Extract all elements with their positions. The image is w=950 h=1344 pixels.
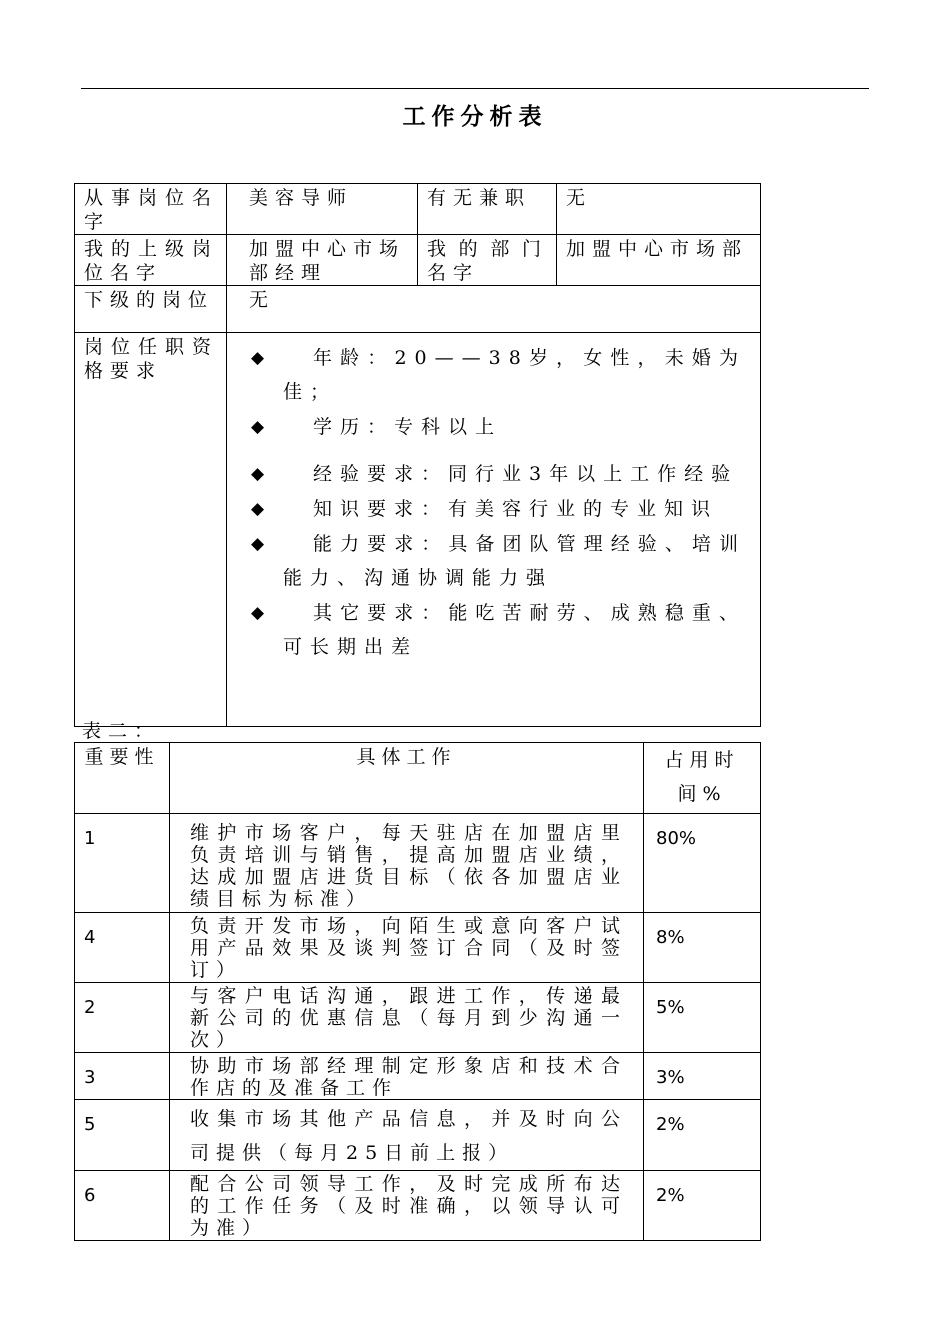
department-label: 我的部门名字	[418, 235, 557, 286]
work-cell: 收集市场其他产品信息，并及时向公司提供（每月25日前上报）	[170, 1100, 644, 1171]
time-cell: 80%	[644, 814, 761, 913]
work-cell: 负责开发市场，向陌生或意向客户试用产品效果及谈判签订合同（及时签订）	[170, 913, 644, 983]
list-item: ◆ 经验要求：同行业3年以上工作经验	[251, 457, 746, 491]
table2-caption: 表二：	[82, 720, 161, 742]
table-row	[75, 913, 761, 983]
job-name-label: 从事岗位名字	[75, 184, 227, 235]
time-cell: 2%	[644, 1100, 761, 1171]
table-row	[75, 983, 761, 1053]
part-time-label: 有无兼职	[418, 184, 557, 235]
diamond-bullet-icon: ◆	[251, 603, 265, 623]
importance-cell: 4	[75, 913, 170, 983]
department-value: 加盟中心市场部	[557, 235, 761, 286]
importance-cell: 5	[75, 1100, 170, 1171]
subordinate-label: 下级的岗位	[75, 286, 227, 333]
table-row	[75, 814, 761, 913]
job-info-table	[74, 183, 761, 727]
superior-value: 加盟中心市场部经理	[227, 235, 418, 286]
list-item: ◆ 年龄：20——38岁，女性，未婚为佳；	[251, 341, 746, 409]
importance-cell: 2	[75, 983, 170, 1053]
table-row	[75, 184, 761, 235]
part-time-value: 无	[557, 184, 761, 235]
list-item: ◆ 能力要求：具备团队管理经验、培训能力、沟通协调能力强	[251, 527, 746, 595]
superior-label: 我的上级岗位名字	[75, 235, 227, 286]
table-row	[75, 1100, 761, 1171]
table-row	[75, 333, 761, 727]
work-cell: 维护市场客户，每天驻店在加盟店里负责培训与销售，提高加盟店业绩，达成加盟店进货目标（依各加盟店业绩目标为标准）	[170, 814, 644, 913]
work-content-table	[74, 742, 761, 1241]
importance-cell: 6	[75, 1171, 170, 1241]
work-header: 具体工作	[170, 743, 644, 814]
time-cell: 5%	[644, 983, 761, 1053]
diamond-bullet-icon: ◆	[251, 348, 265, 368]
diamond-bullet-icon: ◆	[251, 499, 265, 519]
requirements-list	[227, 333, 760, 664]
table-header-row	[75, 743, 761, 814]
work-cell: 与客户电话沟通，跟进工作，传递最新公司的优惠信息（每月到少沟通一次）	[170, 983, 644, 1053]
time-cell: 2%	[644, 1171, 761, 1241]
list-item: ◆ 知识要求：有美容行业的专业知识	[251, 492, 746, 526]
time-cell: 8%	[644, 913, 761, 983]
list-item: ◆ 其它要求：能吃苦耐劳、成熟稳重、可长期出差	[251, 596, 746, 664]
subordinate-value: 无	[227, 286, 761, 333]
qualification-list-cell	[227, 333, 761, 727]
table-row	[75, 1053, 761, 1100]
work-cell: 配合公司领导工作，及时完成所布达的工作任务（及时准确，以领导认可为准）	[170, 1171, 644, 1241]
qualification-label: 岗位任职资格要求	[75, 333, 227, 727]
diamond-bullet-icon: ◆	[251, 534, 265, 554]
list-item: ◆ 学历：专科以上	[251, 410, 746, 444]
page-title: 工作分析表	[402, 104, 548, 130]
diamond-bullet-icon: ◆	[251, 417, 265, 437]
table-row	[75, 1171, 761, 1241]
table-row	[75, 286, 761, 333]
importance-cell: 3	[75, 1053, 170, 1100]
header-rule	[81, 88, 869, 89]
table-row	[75, 235, 761, 286]
importance-cell: 1	[75, 814, 170, 913]
importance-header: 重要性	[75, 743, 170, 814]
diamond-bullet-icon: ◆	[251, 464, 265, 484]
time-header: 占用时间%	[644, 743, 761, 814]
work-cell: 协助市场部经理制定形象店和技术合作店的及准备工作	[170, 1053, 644, 1100]
time-cell: 3%	[644, 1053, 761, 1100]
job-name-value: 美容导师	[227, 184, 418, 235]
